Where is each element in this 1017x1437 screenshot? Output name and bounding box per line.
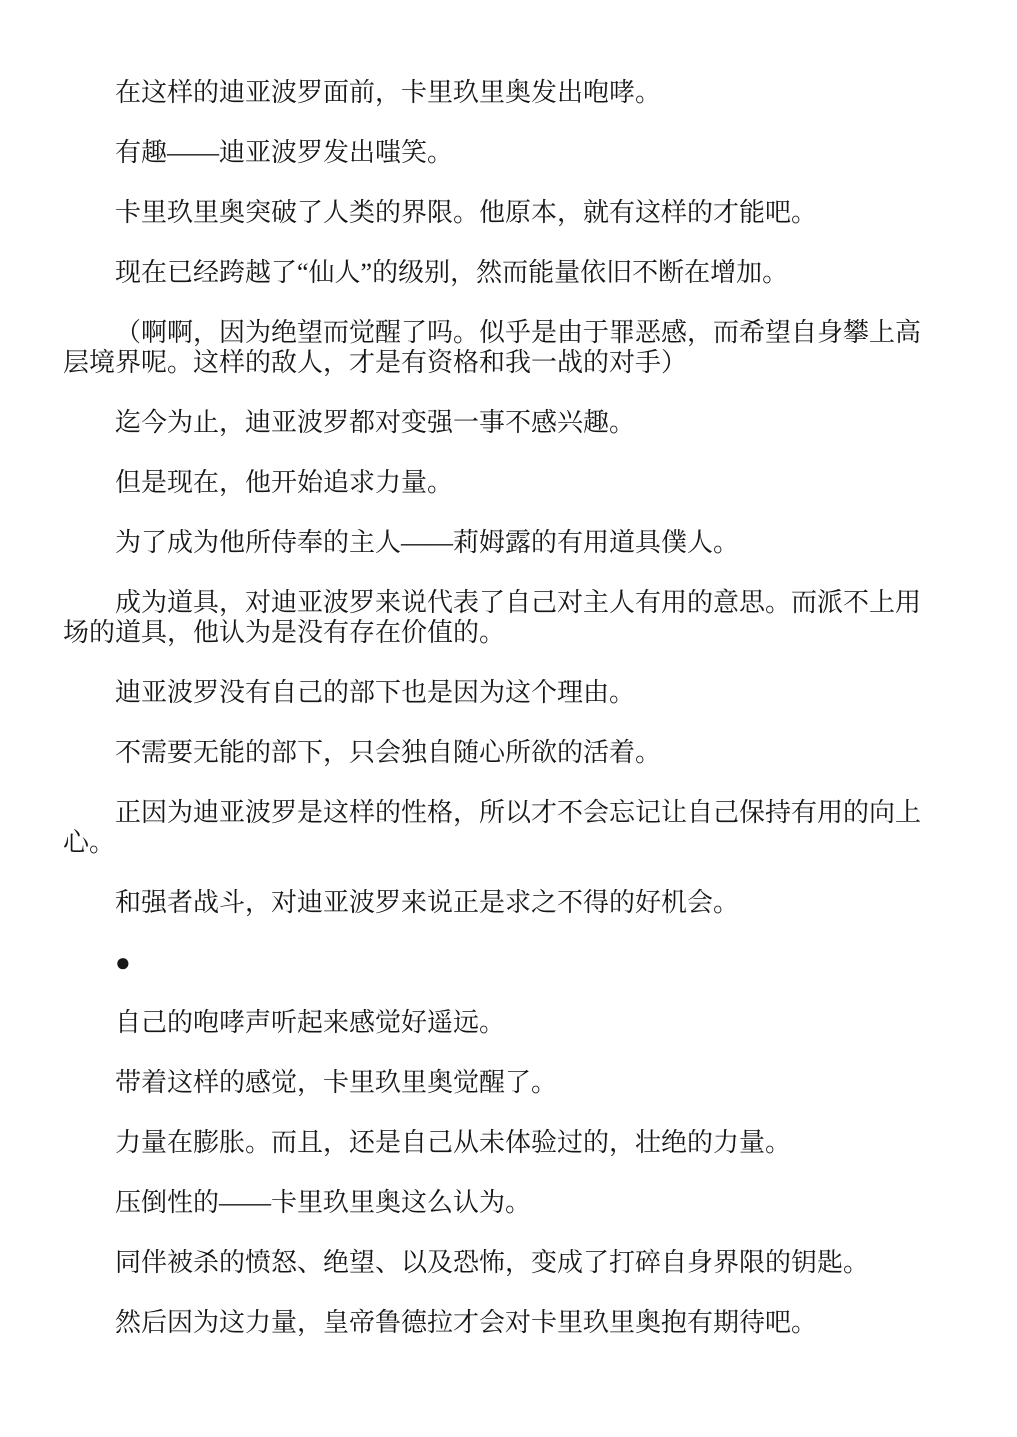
paragraph: 为了成为他所侍奉的主人——莉姆露的有用道具僕人。 — [115, 528, 740, 557]
paragraph: 和强者战斗，对迪亚波罗来说正是求之不得的好机会。 — [115, 888, 740, 917]
paragraph: 同伴被杀的愤怒、绝望、以及恐怖，变成了打碎自身界限的钥匙。 — [115, 1248, 870, 1277]
paragraph: （啊啊，因为绝望而觉醒了吗。似乎是由于罪恶感，而希望自身攀上高层境界呢。这样的敌人，才是有资格和我一战的对手） — [63, 318, 922, 377]
paragraph: 在这样的迪亚波罗面前，卡里玖里奥发出咆哮。 — [115, 78, 662, 107]
paragraph: 有趣——迪亚波罗发出嗤笑。 — [115, 138, 454, 167]
scene-break-marker: ● — [115, 948, 131, 977]
paragraph: 压倒性的——卡里玖里奥这么认为。 — [115, 1188, 532, 1217]
paragraph: 卡里玖里奥突破了人类的界限。他原本，就有这样的才能吧。 — [115, 198, 818, 227]
paragraph: 但是现在，他开始追求力量。 — [115, 468, 454, 497]
paragraph: 迪亚波罗没有自己的部下也是因为这个理由。 — [115, 678, 636, 707]
paragraph: 正因为迪亚波罗是这样的性格，所以才不会忘记让自己保持有用的向上心。 — [63, 798, 922, 857]
paragraph: 成为道具，对迪亚波罗来说代表了自己对主人有用的意思。而派不上用场的道具，他认为是没有存在价值的。 — [63, 588, 922, 647]
paragraph: 现在已经跨越了“仙人”的级别，然而能量依旧不断在增加。 — [115, 258, 789, 287]
paragraph: 不需要无能的部下，只会独自随心所欲的活着。 — [115, 738, 662, 767]
paragraph: 然后因为这力量，皇帝鲁德拉才会对卡里玖里奥抱有期待吧。 — [115, 1308, 818, 1337]
paragraph: 力量在膨胀。而且，还是自己从未体验过的，壮绝的力量。 — [115, 1128, 792, 1157]
paragraph: 迄今为止，迪亚波罗都对变强一事不感兴趣。 — [115, 408, 636, 437]
paragraph: 带着这样的感觉，卡里玖里奥觉醒了。 — [115, 1068, 558, 1097]
paragraph: 自己的咆哮声听起来感觉好遥远。 — [115, 1008, 506, 1037]
text-column — [63, 78, 929, 1338]
